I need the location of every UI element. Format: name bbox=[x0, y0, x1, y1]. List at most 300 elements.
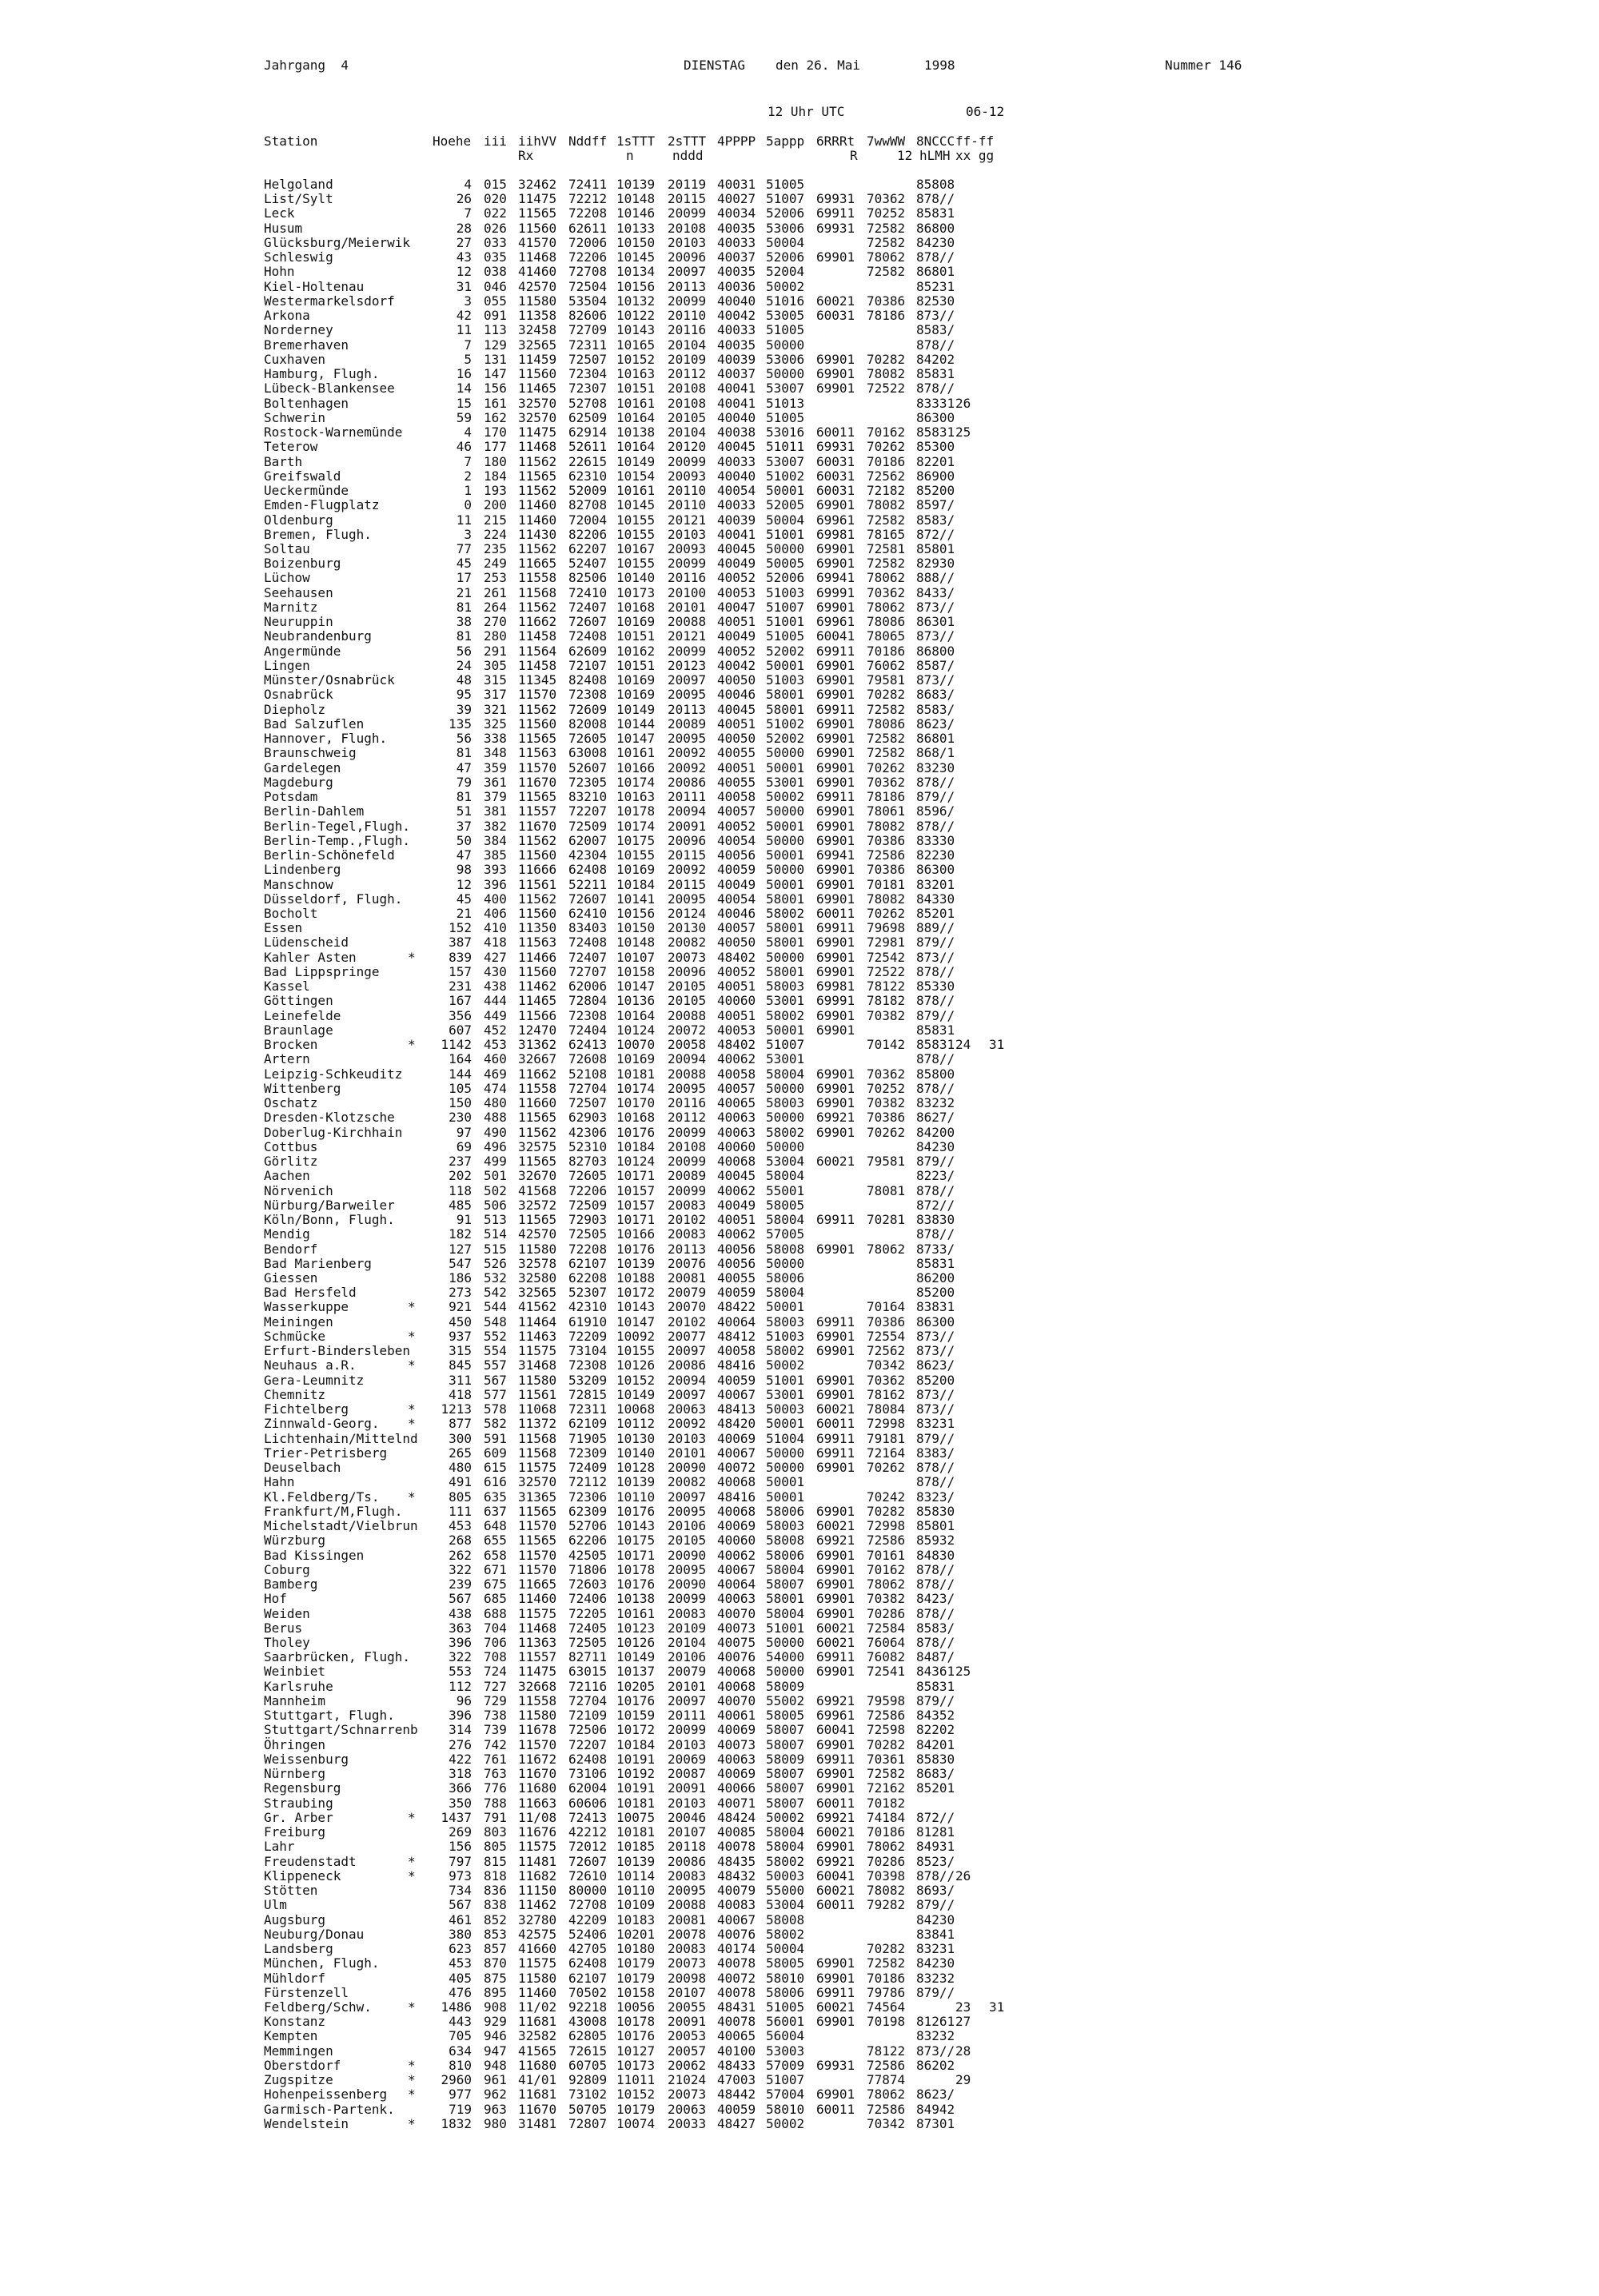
table-row bbox=[0, 1592, 1599, 1606]
col-header-6rrrt-sub: R bbox=[850, 148, 858, 163]
station-index: 410 bbox=[484, 920, 507, 936]
station-index: 235 bbox=[484, 541, 507, 556]
group-4pppp: 40078 bbox=[717, 2014, 756, 2030]
group-iihvv: 31362 bbox=[518, 1037, 557, 1053]
station-name: Weissenburg bbox=[264, 1751, 349, 1767]
station-name: Hof bbox=[264, 1591, 287, 1607]
group-8nccc: 85831 bbox=[916, 205, 955, 221]
group-2sttt: 20069 bbox=[668, 1751, 707, 1767]
group-6rrrt: 69941 bbox=[816, 570, 855, 586]
group-8nccc: 84230 bbox=[916, 234, 955, 250]
station-altitude: 5 bbox=[464, 351, 472, 367]
group-1sttt: 10139 bbox=[616, 1255, 656, 1271]
station-altitude: 314 bbox=[449, 1722, 472, 1738]
group-8nccc: 82230 bbox=[916, 847, 955, 863]
group-8nccc: 8693/ bbox=[916, 1883, 955, 1899]
group-nddff: 72012 bbox=[568, 1839, 608, 1855]
station-altitude: 350 bbox=[449, 1795, 472, 1811]
group-2sttt: 20099 bbox=[668, 1182, 707, 1198]
group-8nccc: 85831 bbox=[916, 1022, 955, 1038]
table-row bbox=[0, 1563, 1599, 1577]
group-8nccc: 872// bbox=[916, 1197, 955, 1213]
table-row bbox=[0, 1110, 1599, 1125]
station-altitude: 39 bbox=[456, 701, 472, 717]
table-row bbox=[0, 1519, 1599, 1533]
station-name: Fichtelberg bbox=[264, 1401, 349, 1417]
group-5appp: 58004 bbox=[766, 1605, 805, 1621]
station-altitude: 81 bbox=[456, 745, 472, 761]
group-4pppp: 40072 bbox=[717, 1970, 756, 1986]
station-name: Mendig bbox=[264, 1226, 310, 1242]
station-name: Hohn bbox=[264, 264, 295, 280]
station-name: Westermarkelsdorf bbox=[264, 293, 395, 309]
group-nddff: 73104 bbox=[568, 1343, 608, 1359]
group-nddff: 72109 bbox=[568, 1708, 608, 1724]
table-row bbox=[0, 1708, 1599, 1723]
group-8nccc: 879// bbox=[916, 1984, 955, 2000]
station-altitude: 152 bbox=[449, 920, 472, 936]
group-nddff: 62206 bbox=[568, 1533, 608, 1549]
station-name: Berlin-Tegel,Flugh. bbox=[264, 818, 411, 834]
table-row bbox=[0, 1781, 1599, 1796]
group-4pppp: 40040 bbox=[717, 468, 756, 484]
group-4pppp: 40033 bbox=[717, 322, 756, 338]
station-name: Braunschweig bbox=[264, 745, 357, 761]
group-7wwww: 70262 bbox=[867, 1124, 906, 1140]
group-5appp: 53007 bbox=[766, 381, 805, 397]
group-iihvv: 32668 bbox=[518, 1678, 557, 1694]
group-6rrrt: 60011 bbox=[816, 1795, 855, 1811]
group-1sttt: 10173 bbox=[616, 584, 656, 600]
group-8nccc: 878// bbox=[916, 1051, 955, 1067]
group-nddff: 72410 bbox=[568, 584, 608, 600]
group-2sttt: 20093 bbox=[668, 468, 707, 484]
table-row bbox=[0, 1096, 1599, 1110]
group-nddff: 62903 bbox=[568, 1110, 608, 1126]
station-altitude: 450 bbox=[449, 1313, 472, 1329]
group-4pppp: 40045 bbox=[717, 701, 756, 717]
station-name: Saarbrücken, Flugh. bbox=[264, 1649, 411, 1665]
group-1sttt: 10143 bbox=[616, 1518, 656, 1534]
station-name: Kempten bbox=[264, 2028, 318, 2044]
group-8nccc: 878// bbox=[916, 1635, 955, 1650]
group-5appp: 53001 bbox=[766, 993, 805, 1009]
group-iihvv: 11570 bbox=[518, 1736, 557, 1752]
group-nddff: 53209 bbox=[568, 1372, 608, 1388]
group-1sttt: 10138 bbox=[616, 1591, 656, 1607]
group-6rrrt: 69911 bbox=[816, 701, 855, 717]
station-index: 544 bbox=[484, 1299, 507, 1315]
group-nddff: 63015 bbox=[568, 1664, 608, 1680]
group-1sttt: 10171 bbox=[616, 1212, 656, 1228]
group-4pppp: 48402 bbox=[717, 1037, 756, 1053]
table-row bbox=[0, 1621, 1599, 1636]
mountain-marker: * bbox=[408, 1416, 416, 1432]
group-8nccc: 879// bbox=[916, 1897, 955, 1913]
mountain-marker: * bbox=[408, 2087, 416, 2103]
station-altitude: 95 bbox=[456, 687, 472, 703]
group-5appp: 56004 bbox=[766, 2028, 805, 2044]
station-name: Schmücke bbox=[264, 1328, 326, 1344]
group-6rrrt: 60021 bbox=[816, 1620, 855, 1636]
group-7wwww: 72581 bbox=[867, 541, 906, 556]
group-nddff: 72709 bbox=[568, 322, 608, 338]
station-index: 180 bbox=[484, 453, 507, 469]
group-5appp: 58003 bbox=[766, 1095, 805, 1111]
col-header-4pppp: 4PPPP bbox=[717, 134, 756, 149]
weekday: DIENSTAG bbox=[684, 58, 746, 73]
station-altitude: 16 bbox=[456, 366, 472, 382]
group-2sttt: 20083 bbox=[668, 1226, 707, 1242]
group-5appp: 50000 bbox=[766, 1664, 805, 1680]
group-7wwww: 76062 bbox=[867, 657, 906, 673]
group-1sttt: 10180 bbox=[616, 1941, 656, 1957]
group-6rrrt: 69901 bbox=[816, 1007, 855, 1023]
group-4pppp: 40051 bbox=[717, 614, 756, 630]
group-8nccc: 84942 bbox=[916, 2101, 955, 2117]
station-name: Lahr bbox=[264, 1839, 295, 1855]
group-1sttt: 10127 bbox=[616, 2043, 656, 2059]
group-1sttt: 10134 bbox=[616, 264, 656, 280]
group-nddff: 72413 bbox=[568, 1809, 608, 1825]
group-5appp: 58004 bbox=[766, 1561, 805, 1577]
station-index: 264 bbox=[484, 599, 507, 615]
group-nddff: 72407 bbox=[568, 949, 608, 965]
group-5appp: 50000 bbox=[766, 1460, 805, 1476]
group-8nccc: 8683/ bbox=[916, 1766, 955, 1782]
table-row bbox=[0, 425, 1599, 440]
group-7wwww: 70281 bbox=[867, 1212, 906, 1228]
station-index: 015 bbox=[484, 177, 507, 192]
group-6rrrt: 69921 bbox=[816, 1853, 855, 1869]
table-row bbox=[0, 381, 1599, 396]
station-altitude: 567 bbox=[449, 1591, 472, 1607]
group-1sttt: 10169 bbox=[616, 862, 656, 878]
group-2sttt: 20058 bbox=[668, 1037, 707, 1053]
table-row bbox=[0, 863, 1599, 877]
station-altitude: 7 bbox=[464, 205, 472, 221]
group-1sttt: 10165 bbox=[616, 337, 656, 353]
station-index: 557 bbox=[484, 1357, 507, 1373]
group-2sttt: 20087 bbox=[668, 1766, 707, 1782]
station-index: 177 bbox=[484, 439, 507, 455]
station-altitude: 268 bbox=[449, 1533, 472, 1549]
group-6rrrt: 60041 bbox=[816, 1867, 855, 1883]
station-altitude: 845 bbox=[449, 1357, 472, 1373]
group-1sttt: 10092 bbox=[616, 1328, 656, 1344]
group-8nccc: 85330 bbox=[916, 979, 955, 995]
group-4pppp: 40078 bbox=[717, 1839, 756, 1855]
group-5appp: 58010 bbox=[766, 1970, 805, 1986]
station-name: Michelstadt/Vielbrun bbox=[264, 1518, 418, 1534]
station-name: Kl.Feldberg/Ts. bbox=[264, 1489, 380, 1505]
group-1sttt: 10150 bbox=[616, 234, 656, 250]
group-1sttt: 10171 bbox=[616, 1168, 656, 1184]
station-index: 788 bbox=[484, 1795, 507, 1811]
group-2sttt: 20090 bbox=[668, 1577, 707, 1592]
station-name: Göttingen bbox=[264, 993, 333, 1009]
group-8nccc: 85200 bbox=[916, 483, 955, 499]
group-6rrrt: 69901 bbox=[816, 1460, 855, 1476]
group-1sttt: 10068 bbox=[616, 1401, 656, 1417]
group-1sttt: 10181 bbox=[616, 1795, 656, 1811]
table-row bbox=[0, 790, 1599, 804]
station-index: 875 bbox=[484, 1970, 507, 1986]
station-name: Schwerin bbox=[264, 409, 326, 425]
group-iihvv: 31468 bbox=[518, 1357, 557, 1373]
group-nddff: 62408 bbox=[568, 1751, 608, 1767]
table-row bbox=[0, 1971, 1599, 1986]
group-iihvv: 42575 bbox=[518, 1926, 557, 1942]
group-iihvv: 11575 bbox=[518, 1955, 557, 1971]
station-altitude: 11 bbox=[456, 512, 472, 528]
station-altitude: 443 bbox=[449, 2014, 472, 2030]
group-4pppp: 48424 bbox=[717, 1809, 756, 1825]
group-nddff: 72504 bbox=[568, 278, 608, 294]
station-name: Giessen bbox=[264, 1270, 318, 1286]
station-index: 704 bbox=[484, 1620, 507, 1636]
group-8nccc: 8433/ bbox=[916, 584, 955, 600]
group-4pppp: 48416 bbox=[717, 1357, 756, 1373]
group-7wwww: 72586 bbox=[867, 2101, 906, 2117]
group-8nccc: 888// bbox=[916, 570, 955, 586]
col-header-iihvv-sub: Rx bbox=[518, 148, 534, 163]
group-iihvv: 41/01 bbox=[518, 2072, 557, 2088]
group-1sttt: 10148 bbox=[616, 935, 656, 951]
group-iihvv: 42570 bbox=[518, 1226, 557, 1242]
table-row bbox=[0, 1023, 1599, 1038]
group-iihvv: 11568 bbox=[518, 1445, 557, 1461]
group-nddff: 62007 bbox=[568, 832, 608, 848]
group-1sttt: 10205 bbox=[616, 1678, 656, 1694]
group-6rrrt: 69901 bbox=[816, 963, 855, 979]
group-7wwww: 70398 bbox=[867, 1867, 906, 1883]
group-4pppp: 40056 bbox=[717, 847, 756, 863]
group-8nccc: 84352 bbox=[916, 1708, 955, 1724]
station-index: 381 bbox=[484, 803, 507, 819]
group-2sttt: 20099 bbox=[668, 643, 707, 659]
station-index: 946 bbox=[484, 2028, 507, 2044]
station-index: 113 bbox=[484, 322, 507, 338]
group-7wwww: 79581 bbox=[867, 1154, 906, 1170]
group-8nccc: 8583/ bbox=[916, 322, 955, 338]
group-4pppp: 40064 bbox=[717, 1577, 756, 1592]
group-5appp: 58008 bbox=[766, 1533, 805, 1549]
station-index: 582 bbox=[484, 1416, 507, 1432]
group-4pppp: 40039 bbox=[717, 351, 756, 367]
group-4pppp: 40075 bbox=[717, 1635, 756, 1650]
table-row bbox=[0, 586, 1599, 600]
group-iihvv: 11663 bbox=[518, 1795, 557, 1811]
table-row bbox=[0, 542, 1599, 556]
station-altitude: 607 bbox=[449, 1022, 472, 1038]
group-nddff: 80000 bbox=[568, 1883, 608, 1899]
station-altitude: 877 bbox=[449, 1416, 472, 1432]
group-4pppp: 48442 bbox=[717, 2087, 756, 2103]
group-nddff: 72505 bbox=[568, 1635, 608, 1650]
group-iihvv: 11570 bbox=[518, 759, 557, 775]
station-altitude: 231 bbox=[449, 979, 472, 995]
group-nddff: 72408 bbox=[568, 935, 608, 951]
group-4pppp: 40058 bbox=[717, 1343, 756, 1359]
group-4pppp: 40070 bbox=[717, 1605, 756, 1621]
group-6rrrt: 69901 bbox=[816, 1343, 855, 1359]
group-1sttt: 10146 bbox=[616, 205, 656, 221]
group-2sttt: 20115 bbox=[668, 847, 707, 863]
group-4pppp: 40033 bbox=[717, 497, 756, 513]
table-row bbox=[0, 1082, 1599, 1096]
station-altitude: 356 bbox=[449, 1007, 472, 1023]
group-2sttt: 20109 bbox=[668, 351, 707, 367]
group-2sttt: 20099 bbox=[668, 556, 707, 572]
group-6rrrt: 69901 bbox=[816, 1328, 855, 1344]
group-iihvv: 11566 bbox=[518, 1007, 557, 1023]
group-8nccc: 879// bbox=[916, 789, 955, 805]
group-4pppp: 40060 bbox=[717, 1138, 756, 1154]
station-name: Zugspitze bbox=[264, 2072, 333, 2088]
group-2sttt: 20099 bbox=[668, 1591, 707, 1607]
group-7wwww: 70286 bbox=[867, 1605, 906, 1621]
table-row bbox=[0, 1417, 1599, 1431]
station-index: 724 bbox=[484, 1664, 507, 1680]
group-5appp: 51002 bbox=[766, 716, 805, 731]
station-name: Helgoland bbox=[264, 177, 333, 192]
group-6rrrt: 69901 bbox=[816, 731, 855, 747]
group-iihvv: 32458 bbox=[518, 322, 557, 338]
group-iihvv: 11562 bbox=[518, 891, 557, 907]
group-5appp: 58009 bbox=[766, 1678, 805, 1694]
group-5appp: 53003 bbox=[766, 2043, 805, 2059]
station-index: 418 bbox=[484, 935, 507, 951]
station-index: 818 bbox=[484, 1867, 507, 1883]
group-7wwww: 70282 bbox=[867, 1736, 906, 1752]
group-4pppp: 40062 bbox=[717, 1051, 756, 1067]
table-row bbox=[0, 1533, 1599, 1548]
station-name: Bad Kissingen bbox=[264, 1547, 365, 1563]
station-index: 742 bbox=[484, 1736, 507, 1752]
group-6rrrt: 69901 bbox=[816, 599, 855, 615]
group-2sttt: 20120 bbox=[668, 439, 707, 455]
group-nddff: 62109 bbox=[568, 1416, 608, 1432]
group-8nccc: 889// bbox=[916, 920, 955, 936]
group-2sttt: 20086 bbox=[668, 1853, 707, 1869]
group-nddff: 73102 bbox=[568, 2087, 608, 2103]
group-1sttt: 10179 bbox=[616, 2101, 656, 2117]
group-1sttt: 10164 bbox=[616, 1007, 656, 1023]
group-5appp: 51003 bbox=[766, 1328, 805, 1344]
station-name: Trier-Petrisberg bbox=[264, 1445, 388, 1461]
group-2sttt: 20078 bbox=[668, 1926, 707, 1942]
group-7wwww: 79786 bbox=[867, 1984, 906, 2000]
station-index: 393 bbox=[484, 862, 507, 878]
station-index: 400 bbox=[484, 891, 507, 907]
group-1sttt: 10183 bbox=[616, 1911, 656, 1927]
group-iihvv: 41562 bbox=[518, 1299, 557, 1315]
station-name: Berus bbox=[264, 1620, 303, 1636]
col-header-iihvv: iihVV bbox=[518, 134, 557, 149]
group-4pppp: 40063 bbox=[717, 1591, 756, 1607]
group-5appp: 58007 bbox=[766, 1795, 805, 1811]
group-6rrrt: 69901 bbox=[816, 1780, 855, 1796]
group-5appp: 50000 bbox=[766, 1635, 805, 1650]
station-altitude: 239 bbox=[449, 1577, 472, 1592]
station-index: 963 bbox=[484, 2101, 507, 2117]
group-6rrrt: 60031 bbox=[816, 483, 855, 499]
group-2sttt: 21024 bbox=[668, 2072, 707, 2088]
station-name: Berlin-Dahlem bbox=[264, 803, 365, 819]
group-iihvv: 11458 bbox=[518, 628, 557, 644]
group-iihvv: 11481 bbox=[518, 1853, 557, 1869]
group-2sttt: 20092 bbox=[668, 1416, 707, 1432]
station-name: Kiel-Holtenau bbox=[264, 278, 365, 294]
group-8nccc: 85831 bbox=[916, 1678, 955, 1694]
group-4pppp: 40049 bbox=[717, 556, 756, 572]
group-iihvv: 11670 bbox=[518, 2101, 557, 2117]
group-6rrrt: 60011 bbox=[816, 1416, 855, 1432]
table-row bbox=[0, 951, 1599, 965]
station-index: 170 bbox=[484, 425, 507, 440]
group-4pppp: 40055 bbox=[717, 1270, 756, 1286]
station-altitude: 3 bbox=[464, 293, 472, 309]
station-altitude: 705 bbox=[449, 2028, 472, 2044]
group-1sttt: 10164 bbox=[616, 439, 656, 455]
group-iihvv: 31365 bbox=[518, 1489, 557, 1505]
station-name: Stötten bbox=[264, 1883, 318, 1899]
group-5appp: 53001 bbox=[766, 1051, 805, 1067]
station-altitude: 96 bbox=[456, 1692, 472, 1708]
group-8nccc: 86301 bbox=[916, 614, 955, 630]
group-8nccc: 8623/ bbox=[916, 2087, 955, 2103]
group-2sttt: 20073 bbox=[668, 949, 707, 965]
group-8nccc: 85830 bbox=[916, 1751, 955, 1767]
col-header-hoehe: Hoehe bbox=[433, 134, 472, 149]
table-row bbox=[0, 2103, 1599, 2117]
group-6rrrt: 69901 bbox=[816, 1970, 855, 1986]
group-2sttt: 20095 bbox=[668, 731, 707, 747]
group-7wwww: 70242 bbox=[867, 1489, 906, 1505]
table-row bbox=[0, 411, 1599, 425]
group-7wwww: 78082 bbox=[867, 366, 906, 382]
table-row bbox=[0, 1154, 1599, 1169]
group-2sttt: 20121 bbox=[668, 628, 707, 644]
station-name: Weinbiet bbox=[264, 1664, 326, 1680]
station-index: 449 bbox=[484, 1007, 507, 1023]
group-7wwww: 72164 bbox=[867, 1445, 906, 1461]
station-index: 729 bbox=[484, 1692, 507, 1708]
group-5appp: 51003 bbox=[766, 672, 805, 688]
group-6rrrt: 69901 bbox=[816, 1766, 855, 1782]
group-2sttt: 20092 bbox=[668, 862, 707, 878]
station-altitude: 839 bbox=[449, 949, 472, 965]
group-1sttt: 10056 bbox=[616, 1999, 656, 2015]
group-2sttt: 20105 bbox=[668, 1533, 707, 1549]
station-altitude: 797 bbox=[449, 1853, 472, 1869]
group-6rrrt: 69961 bbox=[816, 1708, 855, 1724]
group-iihvv: 11560 bbox=[518, 366, 557, 382]
station-index: 815 bbox=[484, 1853, 507, 1869]
group-iihvv: 11676 bbox=[518, 1824, 557, 1840]
station-altitude: 973 bbox=[449, 1867, 472, 1883]
group-6rrrt: 69911 bbox=[816, 1445, 855, 1461]
group-8nccc: 83831 bbox=[916, 1299, 955, 1315]
group-iihvv: 11670 bbox=[518, 818, 557, 834]
group-1sttt: 11011 bbox=[616, 2072, 656, 2088]
group-8nccc: 86300 bbox=[916, 862, 955, 878]
station-name: Gera-Leumnitz bbox=[264, 1372, 365, 1388]
mountain-marker: * bbox=[408, 1489, 416, 1505]
station-altitude: 150 bbox=[449, 1095, 472, 1111]
group-8nccc: 8623/ bbox=[916, 716, 955, 731]
